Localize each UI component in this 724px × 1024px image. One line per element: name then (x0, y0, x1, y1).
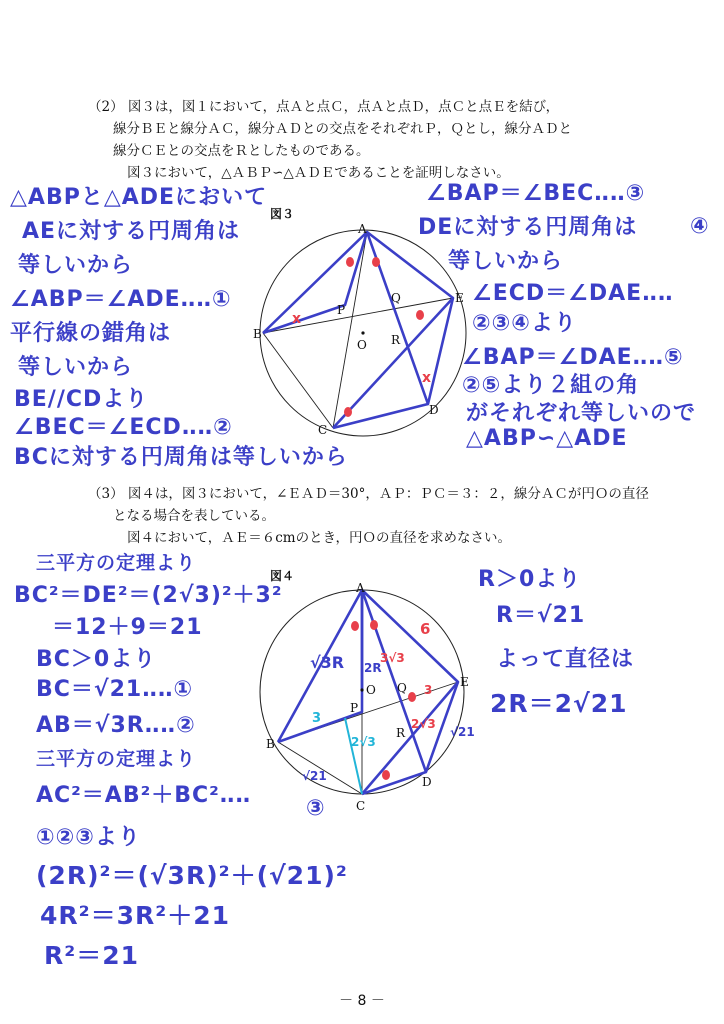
proof-left-7: BE//CDより (14, 387, 149, 412)
fig4-pt-c: C (356, 799, 366, 813)
sol-left-5: BC＝√21‥‥① (36, 677, 194, 702)
sol-left-3: ＝12＋9＝21 (52, 615, 203, 640)
fig3-pt-o: O (357, 338, 367, 352)
fig4-note-aq: 3√3 (380, 651, 405, 665)
proof-left-6: 等しいから (18, 355, 134, 380)
sol-left-4: BC＞0より (36, 647, 157, 672)
fig3-center-dot (361, 331, 364, 334)
proof-right-4b: ④ (690, 214, 710, 239)
fig3-highlight (263, 232, 453, 428)
proof-right-8: がそれぞれ等しいので (466, 401, 697, 426)
q2-line4: 図３において，△ＡＢＰ∽△ＡＤＥであることを証明しなさい。 (127, 165, 510, 181)
sol-right-4: 2R＝2√21 (490, 689, 628, 718)
proof-right-6: ∠BAP＝∠DAE‥‥⑤ (462, 345, 684, 370)
sol-right-1: R＞0より (478, 567, 582, 592)
proof-left-5: 平行線の錯角は (10, 321, 172, 346)
q3-line1: （3） 図４は，図３において，∠ＥＡＤ＝30°，ＡＰ：ＰＣ＝３：２，線分ＡＣが円Ｏの直径 (88, 486, 649, 502)
fig3-pt-q: Q (391, 291, 401, 305)
proof-right-4: ∠ECD＝∠DAE‥‥ (472, 281, 674, 306)
fig4-cyan-perpendicular (345, 718, 362, 794)
sol-left-2: BC²＝DE²＝(2√3)²＋3² (14, 583, 283, 608)
fig4-pt-d: D (422, 775, 432, 789)
figure-3 (253, 222, 466, 437)
fig3-pt-d: D (429, 403, 439, 417)
fig3-pt-e: E (455, 291, 464, 305)
fig3-pt-b: B (253, 327, 262, 341)
fig3-x-mark-d: x (422, 370, 432, 386)
fig3-pt-a: A (358, 222, 367, 236)
fig4-note-bc: √21 (302, 769, 327, 783)
fig4-pt-e: E (460, 675, 469, 689)
proof-left-9: BCに対する円周角は等しいから (14, 445, 348, 470)
q3-line3: 図４において，ＡＥ＝６cmのとき，円Ｏの直径を求めなさい。 (127, 530, 512, 546)
proof-right-5: ②③④より (472, 311, 577, 336)
fig4-pt-p: P (350, 701, 359, 715)
proof-left-2: AEに対する円周角は (22, 219, 241, 244)
sol-left-11: 4R²＝3R²＋21 (40, 901, 230, 930)
sol-right-3: よって直径は (496, 647, 635, 672)
sol-left-6: AB＝√3R‥‥② (36, 713, 196, 738)
figure-4 (260, 581, 475, 813)
proof-left-1: △ABPと△ADEにおいて (10, 185, 268, 210)
proof-left-4: ∠ABP＝∠ADE‥‥① (10, 287, 232, 312)
sol-left-7: 三平方の定理より (36, 748, 197, 770)
q3-line2: となる場合を表している。 (113, 508, 275, 524)
q2-line3: 線分ＣＥとの交点をＲとしたものである。 (113, 143, 370, 159)
sol-left-12: R²＝21 (44, 941, 139, 970)
fig3-pt-p: P (337, 303, 346, 317)
fig4-pt-b: B (266, 737, 275, 751)
proof-right-9: △ABP∽△ADE (466, 426, 628, 451)
proof-right-2: DEに対する円周角は (418, 215, 638, 240)
figure-4-label: 図４ (270, 569, 295, 583)
q2-line2: 線分ＢＥと線分ＡＣ，線分ＡＤとの交点をそれぞれＰ，Ｑとし，線分ＡＤと (113, 121, 572, 137)
fig4-note-ph: 2√3 (351, 735, 376, 749)
proof-right-3: 等しいから (448, 249, 564, 274)
fig3-pt-r: R (391, 333, 401, 347)
proof-left-3: 等しいから (18, 253, 134, 278)
fig4-pt-q: Q (397, 681, 407, 695)
fig4-note-qe: 3 (424, 683, 433, 697)
sol-left-1: 三平方の定理より (36, 552, 197, 574)
q2-line1: （2） 図３は，図１において，点Ａと点Ｃ，点Ａと点Ｄ，点Ｃと点Ｅを結び， (88, 99, 560, 115)
sol-left-9: ①②③より (36, 825, 141, 850)
sol-right-2: R＝√21 (496, 603, 586, 628)
sol-left-10: (2R)²＝(√3R)²＋(√21)² (36, 861, 348, 890)
fig4-note-pb: 3 (312, 711, 322, 726)
fig3-pt-c: C (318, 423, 328, 437)
fig4-note-ed: √21 (450, 725, 475, 739)
sol-left-8b: ③ (306, 796, 326, 821)
proof-right-1: ∠BAP＝∠BEC‥‥③ (426, 181, 646, 206)
fig4-pt-a: A (356, 581, 365, 595)
fig4-center-dot (360, 688, 363, 691)
fig4-note-rd: 2√3 (411, 717, 436, 731)
fig4-pt-o: O (366, 683, 376, 697)
page-number: － 8 － (339, 993, 385, 1009)
fig4-note-ao: 2R (364, 661, 382, 675)
fig4-note-ab: √3R (310, 653, 345, 672)
fig4-pt-r: R (396, 726, 406, 740)
figure-3-label: 図３ (270, 207, 295, 221)
fig4-note-ae: 6 (420, 620, 431, 638)
proof-left-8: ∠BEC＝∠ECD‥‥② (14, 415, 233, 440)
sol-left-8: AC²＝AB²＋BC²‥‥ (36, 783, 252, 808)
proof-right-7: ②⑤より２組の角 (462, 373, 640, 398)
fig3-x-mark-b: x (292, 311, 302, 327)
